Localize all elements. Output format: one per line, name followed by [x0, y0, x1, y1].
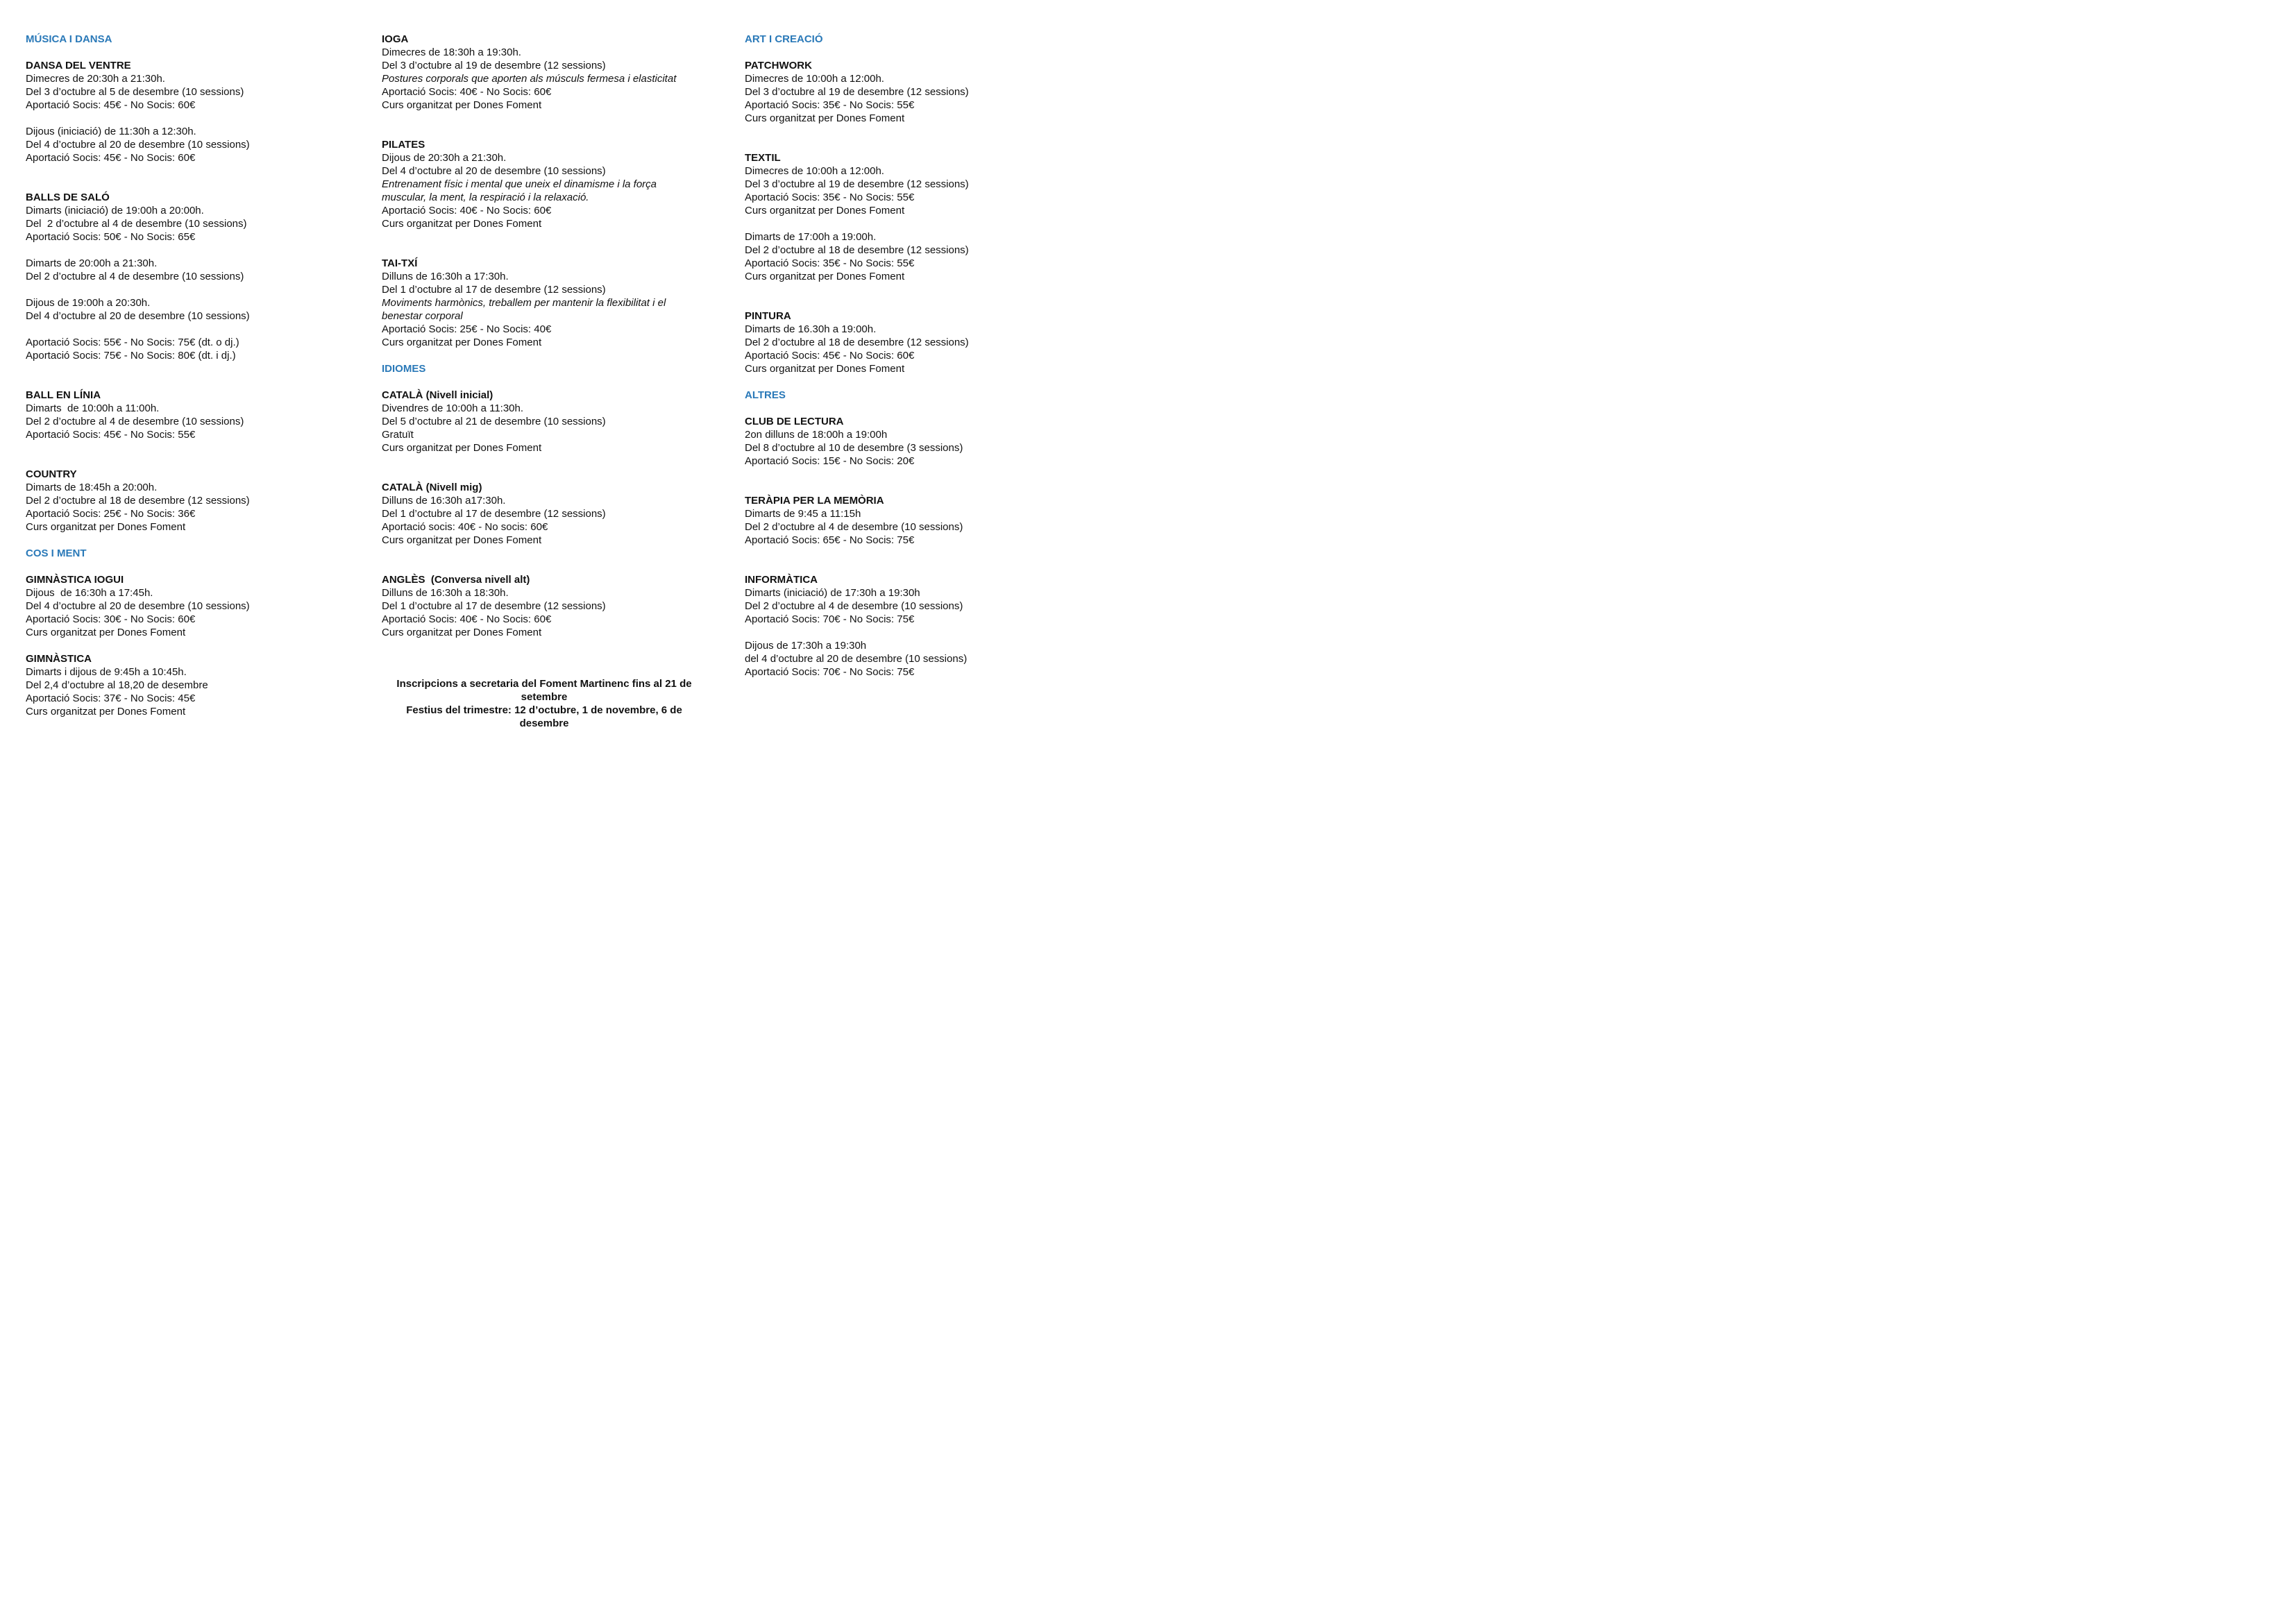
course-title: PATCHWORK	[745, 60, 812, 71]
course-detail: Del 3 d’octubre al 19 de desembre (12 sessions)	[745, 178, 969, 190]
spacer	[382, 125, 722, 138]
course-detail: Curs organitzat per Dones Foment	[745, 363, 905, 375]
course-detail: Aportació Socis: 70€ - No Socis: 75€	[745, 613, 915, 625]
spacer	[382, 375, 722, 389]
course-detail: Aportació Socis: 35€ - No Socis: 55€	[745, 99, 915, 111]
course-detail: Aportació Socis: 45€ - No Socis: 60€	[26, 99, 196, 111]
course-detail: Curs organitzat per Dones Foment	[382, 218, 542, 230]
course-detail: Del 5 d’octubre al 21 de desembre (10 sessions)	[382, 416, 606, 427]
course-detail: Del 2 d’octubre al 4 de desembre (10 sessions)	[745, 600, 963, 612]
course-detail: Aportació socis: 40€ - No socis: 60€	[382, 521, 548, 533]
course-detail: Dimecres de 10:00h a 12:00h.	[745, 73, 884, 85]
spacer	[26, 560, 366, 573]
course-detail: Aportació Socis: 70€ - No Socis: 75€	[745, 666, 915, 678]
course-detail: Del 4 d’octubre al 20 de desembre (10 sessions)	[26, 310, 250, 322]
course-detail: Gratuït	[382, 429, 414, 441]
course-detail: Del 2 d’octubre al 4 de desembre (10 sessions)	[26, 416, 244, 427]
spacer	[382, 560, 722, 573]
course-detail: Aportació Socis: 15€ - No Socis: 20€	[745, 455, 915, 467]
spacer	[382, 230, 722, 244]
course-detail: Dimarts de 10:00h a 11:00h.	[26, 402, 160, 414]
spacer	[745, 560, 1085, 573]
course-detail: Dijous de 20:30h a 21:30h.	[382, 152, 507, 164]
course-title: IOGA	[382, 33, 409, 45]
course-detail: Dijous de 19:00h a 20:30h.	[26, 297, 151, 309]
course-detail: Dimecres de 18:30h a 19:30h.	[382, 46, 521, 58]
course-detail: Aportació Socis: 25€ - No Socis: 40€	[382, 323, 552, 335]
course-title: TEXTIL	[745, 152, 781, 164]
course-detail: Curs organitzat per Dones Foment	[382, 442, 542, 454]
column-2	[382, 33, 722, 639]
course-detail: Dimecres de 10:00h a 12:00h.	[745, 165, 884, 177]
course-title: CATALÀ (Nivell inicial)	[382, 389, 493, 401]
spacer	[26, 323, 366, 336]
course-detail: Curs organitzat per Dones Foment	[26, 521, 186, 533]
spacer	[382, 349, 722, 362]
course-detail: Aportació Socis: 75€ - No Socis: 80€ (dt. i dj.)	[26, 350, 236, 362]
course-detail: Aportació Socis: 65€ - No Socis: 75€	[745, 534, 915, 546]
course-title: GIMNÀSTICA	[26, 653, 92, 665]
course-detail: Curs organitzat per Dones Foment	[745, 271, 905, 282]
course-detail: Aportació Socis: 50€ - No Socis: 65€	[26, 231, 196, 243]
spacer	[745, 375, 1085, 389]
spacer	[26, 178, 366, 191]
course-detail: Curs organitzat per Dones Foment	[26, 706, 186, 717]
course-detail: Del 1 d’octubre al 17 de desembre (12 sessions)	[382, 508, 606, 520]
course-detail: Del 2 d’octubre al 18 de desembre (12 sessions)	[745, 244, 969, 256]
course-detail: Aportació Socis: 40€ - No Socis: 60€	[382, 205, 552, 216]
section-heading: ALTRES	[745, 389, 786, 401]
course-detail: Del 2 d’octubre al 4 de desembre (10 sessions)	[26, 271, 244, 282]
spacer	[26, 112, 366, 125]
course-detail: Aportació Socis: 35€ - No Socis: 55€	[745, 257, 915, 269]
spacer	[382, 468, 722, 481]
course-detail: Dimarts de 20:00h a 21:30h.	[26, 257, 158, 269]
course-detail: Del 8 d’octubre al 10 de desembre (3 sessions)	[745, 442, 963, 454]
spacer	[26, 244, 366, 257]
spacer	[26, 164, 366, 178]
course-title: GIMNÀSTICA IOGUI	[26, 574, 124, 586]
registration-note: Inscripcions a secretaria del Foment Martinenc fins al 21 de setembre	[396, 678, 692, 703]
course-detail: Aportació Socis: 37€ - No Socis: 45€	[26, 692, 196, 704]
column-3	[745, 33, 1085, 679]
course-description: benestar corporal	[382, 310, 463, 322]
course-title: PINTURA	[745, 310, 791, 322]
course-detail: del 4 d’octubre al 20 de desembre (10 sessions)	[745, 653, 968, 665]
spacer	[26, 362, 366, 375]
course-detail: Aportació Socis: 35€ - No Socis: 55€	[745, 192, 915, 203]
course-title: BALLS DE SALÓ	[26, 192, 110, 203]
course-detail: Aportació Socis: 55€ - No Socis: 75€ (dt. o dj.)	[26, 337, 239, 348]
course-detail: 2on dilluns de 18:00h a 19:00h	[745, 429, 888, 441]
spacer	[26, 46, 366, 59]
spacer	[26, 441, 366, 454]
course-detail: Del 2 d’octubre al 18 de desembre (12 sessions)	[745, 337, 969, 348]
course-description: Moviments harmònics, treballem per mantenir la flexibilitat i el	[382, 297, 666, 309]
course-detail: Aportació Socis: 45€ - No Socis: 60€	[745, 350, 915, 362]
section-heading: MÚSICA I DANSA	[26, 33, 112, 45]
course-title: INFORMÀTICA	[745, 574, 818, 586]
course-detail: Aportació Socis: 40€ - No Socis: 60€	[382, 613, 552, 625]
course-detail: Dilluns de 16:30h a 17:30h.	[382, 271, 509, 282]
course-detail: Dimarts (iniciació) de 19:00h a 20:00h.	[26, 205, 204, 216]
course-detail: Dimarts de 9:45 a 11:15h	[745, 508, 861, 520]
course-description: Postures corporals que aporten als músculs fermesa i elasticitat	[382, 73, 677, 85]
spacer	[26, 639, 366, 652]
course-detail: Dijous de 16:30h a 17:45h.	[26, 587, 153, 599]
spacer	[26, 534, 366, 547]
course-detail: Del 2 d’octubre al 4 de desembre (10 sessions)	[745, 521, 963, 533]
spacer	[745, 283, 1085, 296]
course-detail: Dimarts de 17:00h a 19:00h.	[745, 231, 877, 243]
course-detail: Dimecres de 20:30h a 21:30h.	[26, 73, 165, 85]
course-detail: Dimarts de 18:45h a 20:00h.	[26, 482, 158, 493]
course-detail: Curs organitzat per Dones Foment	[26, 627, 186, 638]
course-detail: Dilluns de 16:30h a17:30h.	[382, 495, 506, 507]
spacer	[745, 125, 1085, 138]
course-description: muscular, la ment, la respiració i la relaxació.	[382, 192, 589, 203]
spacer	[382, 244, 722, 257]
spacer	[745, 296, 1085, 309]
course-detail: Del 1 d’octubre al 17 de desembre (12 sessions)	[382, 600, 606, 612]
course-detail: Del 2,4 d’octubre al 18,20 de desembre	[26, 679, 208, 691]
spacer	[745, 468, 1085, 481]
course-description: Entrenament físic i mental que uneix el dinamisme i la força	[382, 178, 657, 190]
course-detail: Del 4 d’octubre al 20 de desembre (10 sessions)	[382, 165, 606, 177]
spacer	[745, 547, 1085, 560]
course-detail: Aportació Socis: 30€ - No Socis: 60€	[26, 613, 196, 625]
course-title: BALL EN LÍNIA	[26, 389, 101, 401]
course-detail: Divendres de 10:00h a 11:30h.	[382, 402, 524, 414]
brochure-page	[0, 0, 1086, 767]
spacer	[745, 626, 1085, 639]
course-detail: Dijous (iniciació) de 11:30h a 12:30h.	[26, 126, 196, 137]
course-detail: Aportació Socis: 45€ - No Socis: 55€	[26, 429, 196, 441]
course-detail: Aportació Socis: 40€ - No Socis: 60€	[382, 86, 552, 98]
course-detail: Del 4 d’octubre al 20 de desembre (10 sessions)	[26, 139, 250, 151]
spacer	[745, 481, 1085, 494]
course-detail: Del 4 d’octubre al 20 de desembre (10 sessions)	[26, 600, 250, 612]
course-detail: Del 1 d’octubre al 17 de desembre (12 sessions)	[382, 284, 606, 296]
course-title: CLUB DE LECTURA	[745, 416, 844, 427]
spacer	[382, 547, 722, 560]
course-detail: Dijous de 17:30h a 19:30h	[745, 640, 867, 652]
course-detail: Curs organitzat per Dones Foment	[382, 627, 542, 638]
spacer	[26, 283, 366, 296]
course-detail: Del 3 d’octubre al 5 de desembre (10 sessions)	[26, 86, 244, 98]
spacer	[745, 138, 1085, 151]
spacer	[26, 454, 366, 468]
course-title: DANSA DEL VENTRE	[26, 60, 131, 71]
course-detail: Curs organitzat per Dones Foment	[382, 337, 542, 348]
course-title: TAI-TXÍ	[382, 257, 418, 269]
holidays-note: Festius del trimestre: 12 d’octubre, 1 de novembre, 6 de desembre	[406, 704, 682, 729]
course-detail: Curs organitzat per Dones Foment	[382, 534, 542, 546]
footer-notice	[392, 677, 696, 730]
spacer	[26, 375, 366, 389]
course-detail: Del 2 d’octubre al 4 de desembre (10 sessions)	[26, 218, 247, 230]
section-heading: ART I CREACIÓ	[745, 33, 823, 45]
spacer	[382, 454, 722, 468]
course-detail: Curs organitzat per Dones Foment	[745, 112, 905, 124]
section-heading: IDIOMES	[382, 363, 426, 375]
course-title: CATALÀ (Nivell mig)	[382, 482, 482, 493]
course-detail: Del 3 d’octubre al 19 de desembre (12 sessions)	[382, 60, 606, 71]
spacer	[382, 112, 722, 125]
course-title: PILATES	[382, 139, 425, 151]
course-detail: Del 2 d’octubre al 18 de desembre (12 sessions)	[26, 495, 250, 507]
course-title: COUNTRY	[26, 468, 77, 480]
course-title: ANGLÈS (Conversa nivell alt)	[382, 574, 530, 586]
course-detail: Dilluns de 16:30h a 18:30h.	[382, 587, 509, 599]
course-detail: Aportació Socis: 25€ - No Socis: 36€	[26, 508, 196, 520]
course-detail: Curs organitzat per Dones Foment	[745, 205, 905, 216]
column-1	[26, 33, 366, 718]
section-heading: COS I MENT	[26, 547, 87, 559]
course-detail: Del 3 d’octubre al 19 de desembre (12 sessions)	[745, 86, 969, 98]
course-detail: Dimarts de 16.30h a 19:00h.	[745, 323, 877, 335]
spacer	[745, 402, 1085, 415]
course-detail: Dimarts i dijous de 9:45h a 10:45h.	[26, 666, 187, 678]
spacer	[745, 46, 1085, 59]
course-detail: Curs organitzat per Dones Foment	[382, 99, 542, 111]
course-detail: Aportació Socis: 45€ - No Socis: 60€	[26, 152, 196, 164]
spacer	[745, 217, 1085, 230]
course-title: TERÀPIA PER LA MEMÒRIA	[745, 495, 884, 507]
course-detail: Dimarts (iniciació) de 17:30h a 19:30h	[745, 587, 920, 599]
